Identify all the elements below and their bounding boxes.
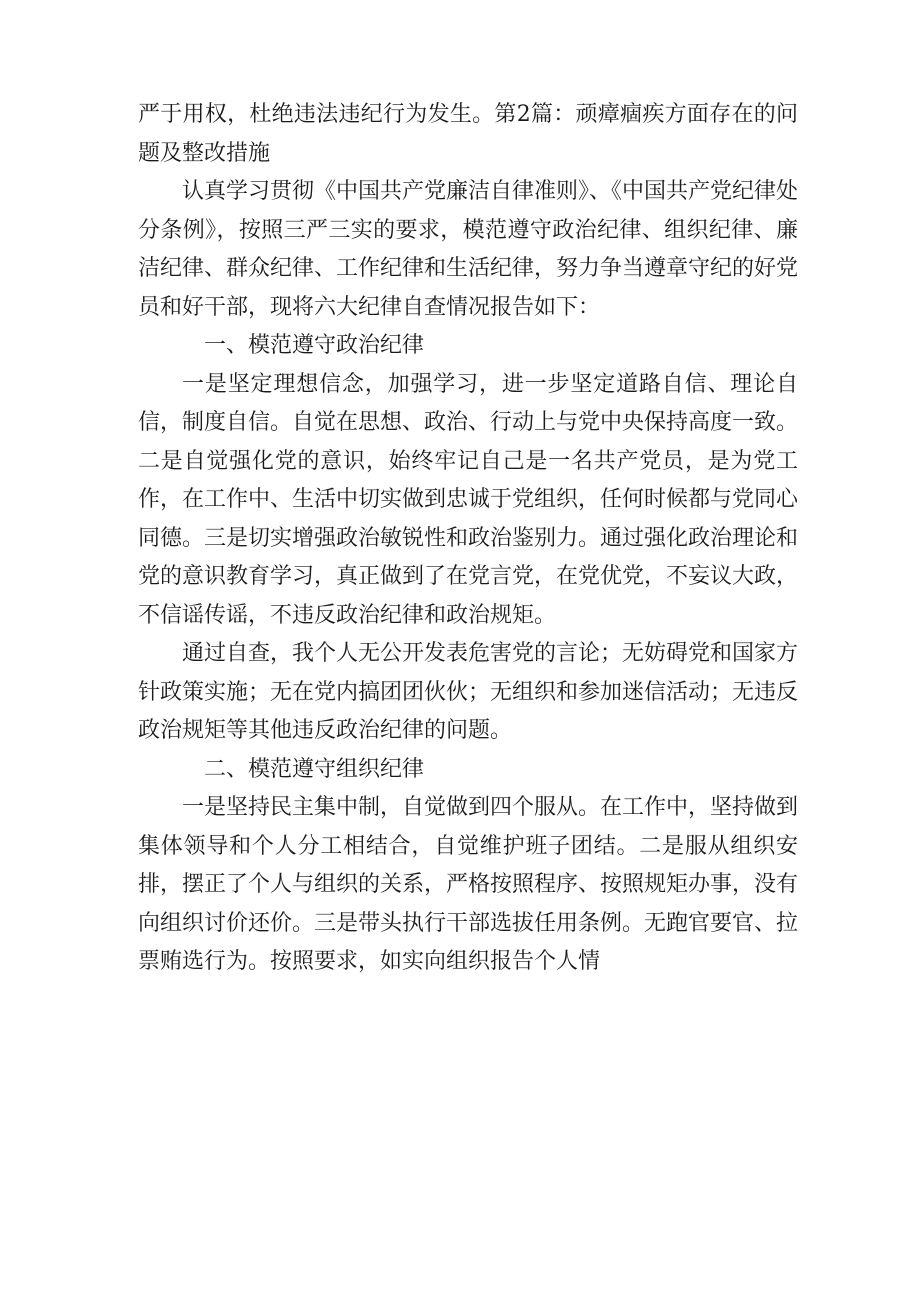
paragraph-organizational-body: 一是坚持民主集中制，自觉做到四个服从。在工作中，坚持做到集体领导和个人分工相结合，自觉维护班子团结。二是服从组织安排，摆正了个人与组织的关系，严格按照程序、按照规矩办事，没有向组织讨价还价。三是带头执行干部选拔任用条例。无跑官要官、拉票贿选行为。按照要求，如实向组织报告个人情 (138, 795, 799, 974)
section-heading-political: 一、模范遵守政治纪律 (204, 333, 425, 358)
paragraph-intro: 认真学习贯彻《中国共产党廉洁自律准则》、《中国共产党纪律处分条例》，按照三严三实的要求，模范遵守政治纪律、组织纪律、廉洁纪律、群众纪律、工作纪律和生活纪律，努力争当遵章守纪的好党员和好干部，现将六大纪律自查情况报告如下： (138, 179, 799, 320)
document-body (138, 96, 798, 982)
paragraph-political-body: 一是坚定理想信念，加强学习，进一步坚定道路自信、理论自信，制度自信。自觉在思想、政治、行动上与党中央保持高度一致。二是自觉强化党的意识，始终牢记自己是一名共产党员，是为党工作，在工作中、生活中切实做到忠诚于党组织，任何时候都与党同心同德。三是切实增强政治敏锐性和政治鉴别力。通过强化政治理论和党的意识教育学习，真正做到了在党言党，在党优党，不妄议大政，不信谣传谣，不违反政治纪律和政治规矩。 (138, 371, 799, 628)
paragraph-continuation: 严于用权，杜绝违法违纪行为发生。第2篇：顽瘴痼疾方面存在的问题及整改措施 (138, 102, 798, 166)
paragraph-political-selfcheck: 通过自查，我个人无公开发表危害党的言论；无妨碍党和国家方针政策实施；无在党内搞团团伙伙；无组织和参加迷信活动；无违反政治规矩等其他违反政治纪律的问题。 (138, 641, 799, 743)
section-heading-organizational: 二、模范遵守组织纪律 (204, 756, 425, 782)
